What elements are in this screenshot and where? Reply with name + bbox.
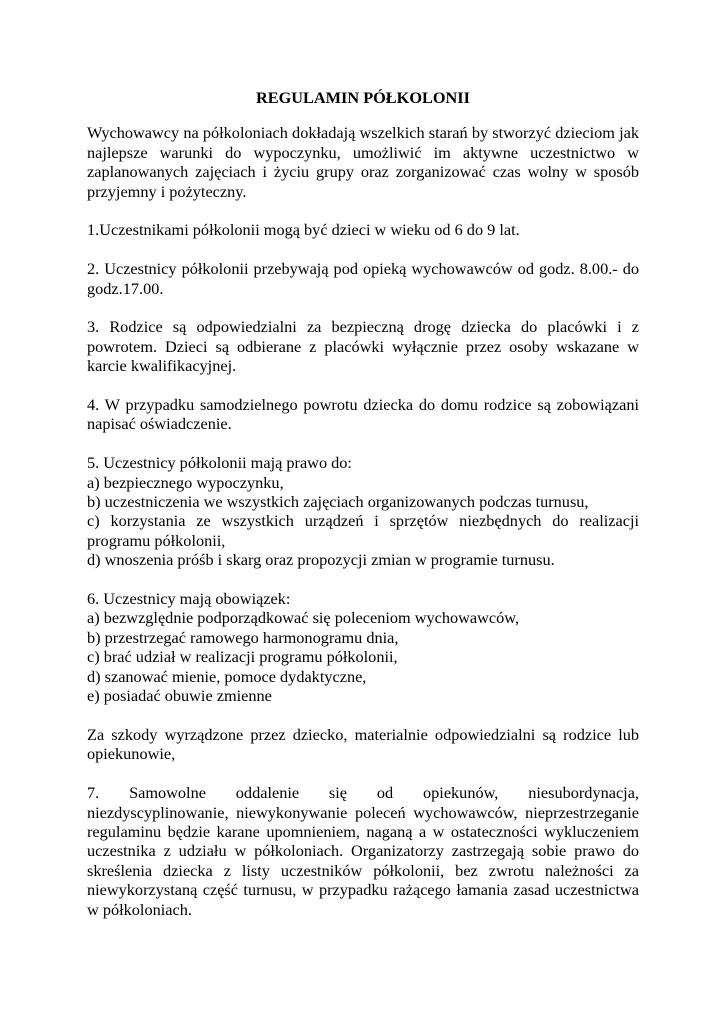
regulations-document bbox=[87, 88, 639, 938]
rule-5-item-a: a) bezpiecznego wypoczynku, bbox=[87, 472, 284, 492]
rule-6-item-e: e) posiadać obuwie zmienne bbox=[87, 686, 272, 706]
rule-7-first-line: 7. Samowolne oddalenie się od opiekunów, niesubordynacja, bbox=[87, 783, 639, 803]
rule-4: 4. W przypadku samodzielnego powrotu dziecka do domu rodzice są zobowiązani napisać oświadczenie. bbox=[87, 395, 639, 434]
rule-5-item-d: d) wnoszenia próśb i skarg oraz propozycji zmian w programie turnusu. bbox=[87, 550, 555, 570]
rule-5-item-c: c) korzystania ze wszystkich urządzeń i sprzętów niezbędnych do realizacji programu półkolonii, bbox=[87, 511, 639, 550]
rule-3: 3. Rodzice są odpowiedzialni za bezpieczną drogę dziecka do placówki i z powrotem. Dzieci są odbierane z placówki wyłącznie przez osoby wskazane w karcie kwalifikacyjnej. bbox=[87, 317, 639, 376]
rule-6-item-d: d) szanować mienie, pomoce dydaktyczne, bbox=[87, 666, 367, 686]
rule-2: 2. Uczestnicy półkolonii przebywają pod opieką wychowawców od godz. 8.00.- do godz.17.00. bbox=[87, 259, 639, 298]
document-title: REGULAMIN PÓŁKOLONII bbox=[256, 88, 470, 107]
rule-6-item-a: a) bezwzględnie podporządkować się poleceniom wychowawców, bbox=[87, 608, 520, 628]
damages-paragraph: Za szkody wyrządzone przez dziecko, materialnie odpowiedzialni są rodzice lub opiekunowie, bbox=[87, 724, 639, 764]
rule-6-item-b: b) przestrzegać ramowego harmonogramu dnia, bbox=[87, 627, 399, 647]
rule-6 bbox=[87, 589, 639, 705]
rule-6-heading: 6. Uczestnicy mają obowiązek: bbox=[87, 589, 291, 609]
rule-6-item-c: c) brać udział w realizacji programu półkolonii, bbox=[87, 647, 398, 667]
rule-5 bbox=[87, 453, 639, 569]
rule-1: 1.Uczestnikami półkolonii mogą być dzieci w wieku od 6 do 9 lat. bbox=[87, 220, 520, 240]
rule-7-body: niezdyscyplinowanie, niewykonywanie poleceń wychowawców, nieprzestrzeganie regulaminu będzie karane upomnieniem, naganą a w ostateczności wykluczeniem uczestnika z udziału w półkoloniach. Organizatorzy zastrzegają sobie prawo do skreślenia dziecka z listy uczestników półkolonii, bez zwrotu należności za niewykorzystaną część turnusu, w przypadku rażącego łamania zasad uczestnictwa w półkoloniach. bbox=[87, 802, 639, 919]
rule-7 bbox=[87, 783, 639, 919]
intro-paragraph: Wychowawcy na półkoloniach dokładają wszelkich starań by stworzyć dzieciom jak najlepsze warunki do wypoczynku, umożliwić im aktywne uczestnictwo w zaplanowanych zajęciach i życiu grupy oraz zorganizować czas wolny w sposób przyjemny i pożyteczny. bbox=[87, 123, 639, 201]
rule-5-item-b: b) uczestniczenia we wszystkich zajęciach organizowanych podczas turnusu, bbox=[87, 492, 589, 512]
rule-5-heading: 5. Uczestnicy półkolonii mają prawo do: bbox=[87, 453, 352, 473]
